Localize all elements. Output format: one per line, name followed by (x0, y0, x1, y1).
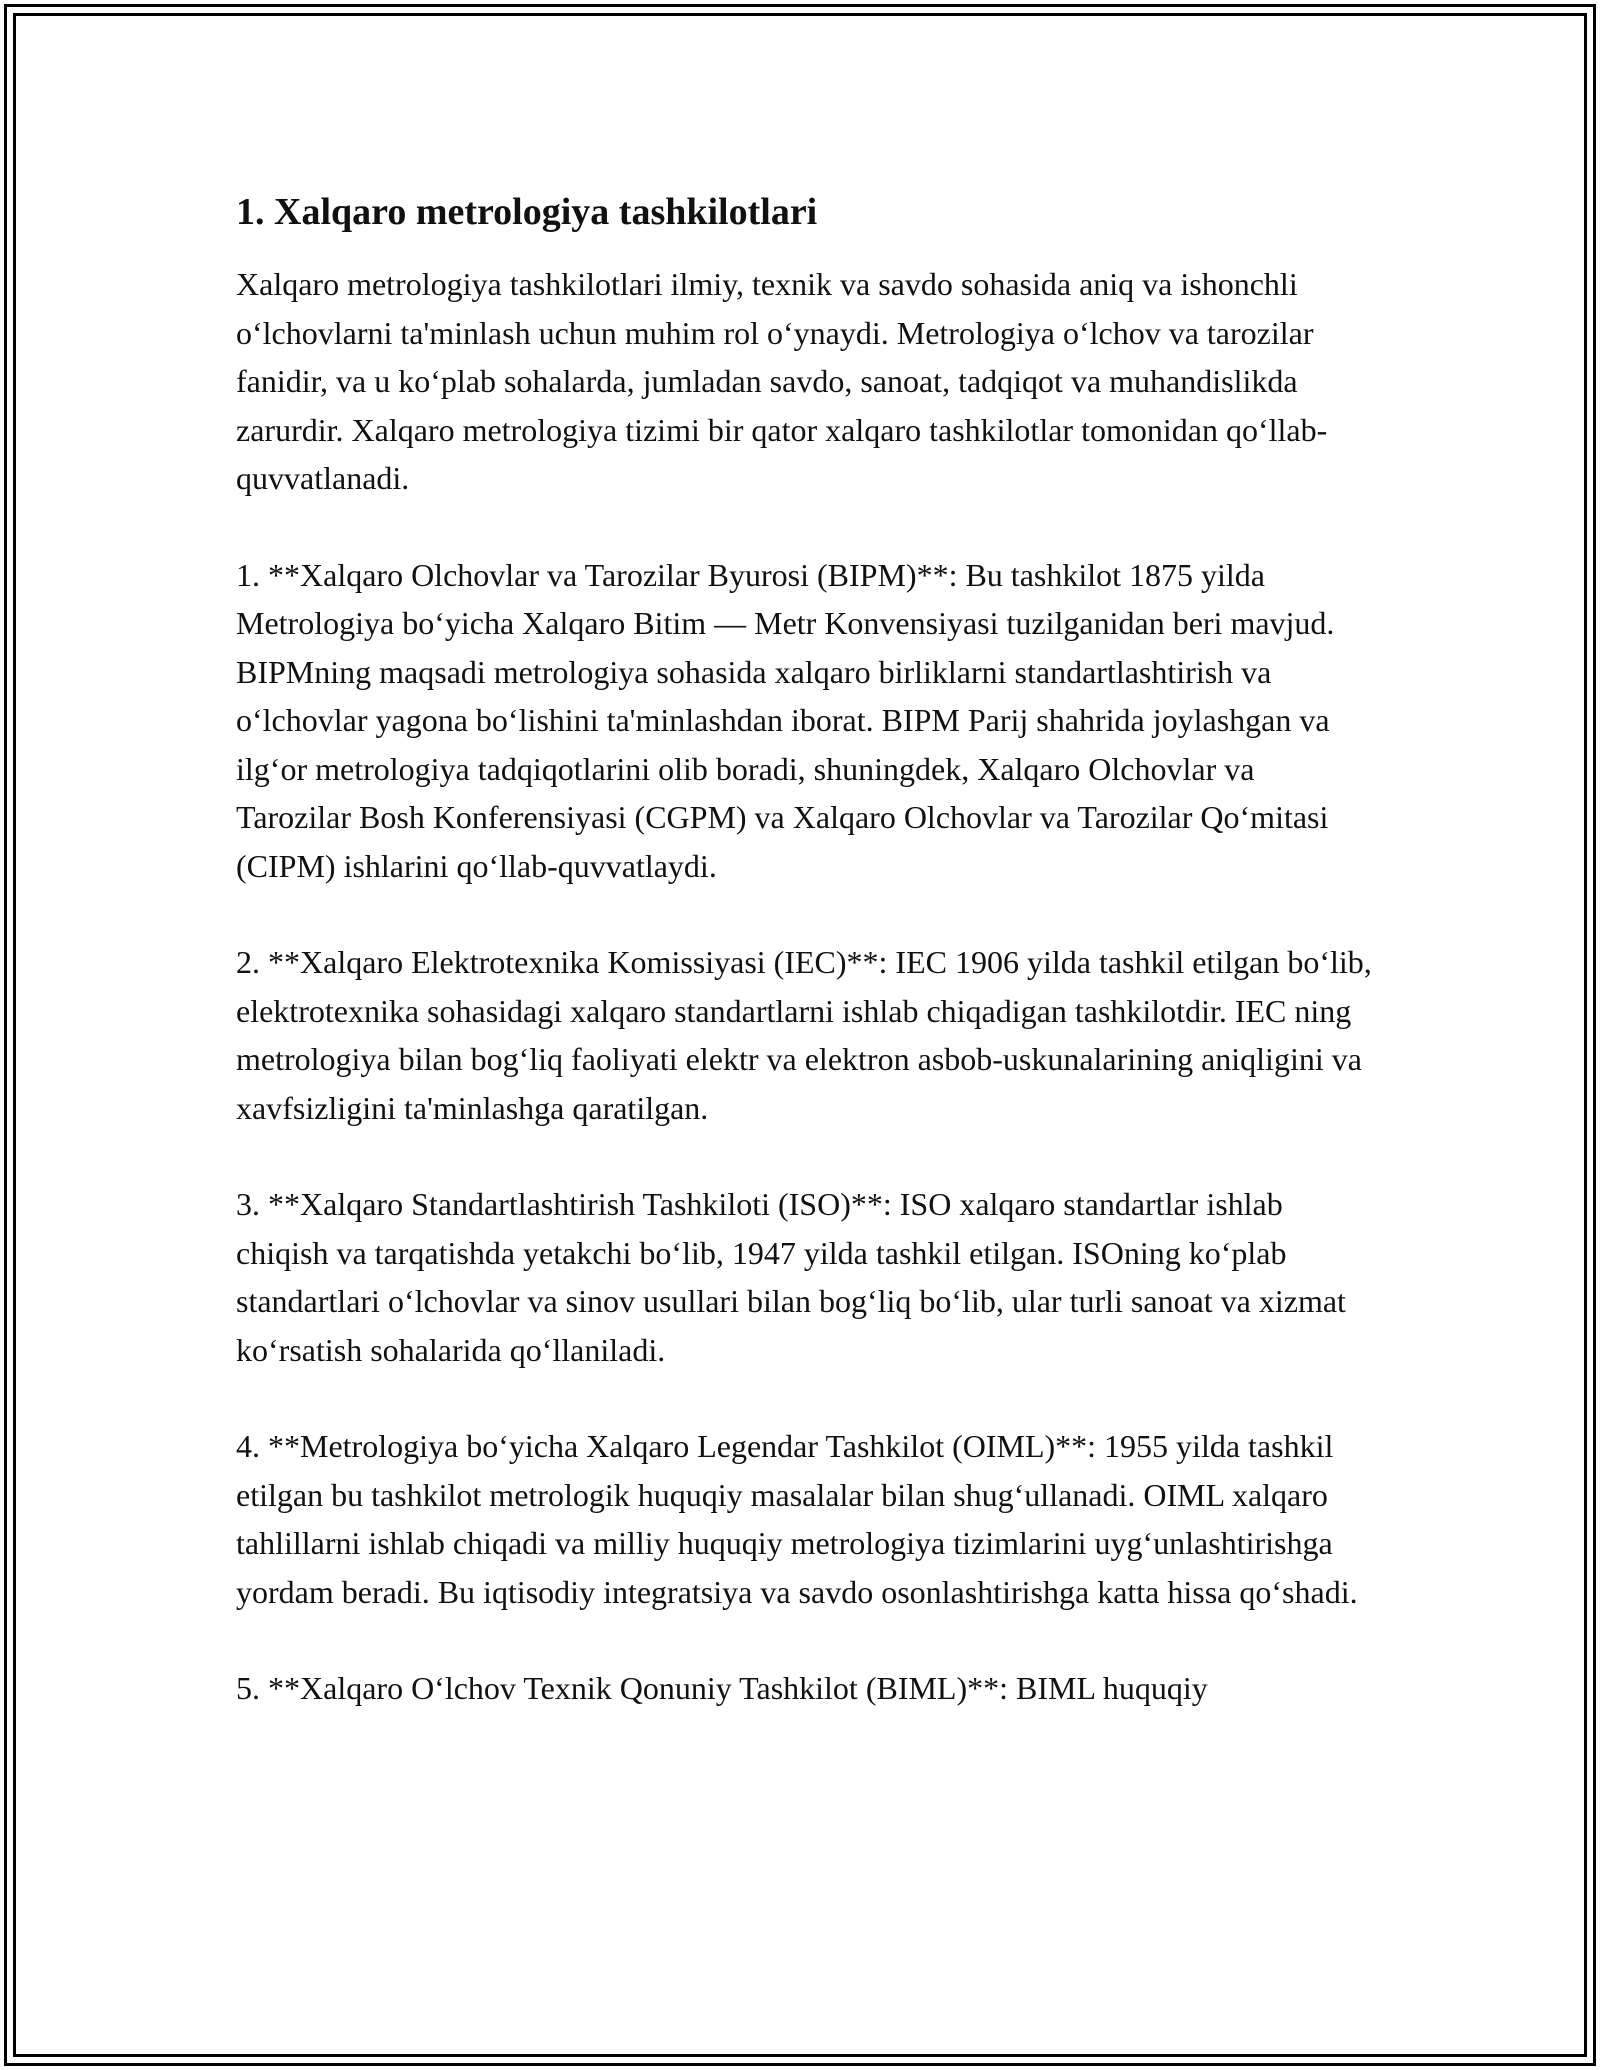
paragraph-iso: 3. **Xalqaro Standartlashtirish Tashkiloti (ISO)**: ISO xalqaro standartlar ishlab chiqish va tarqatishda yetakchi bo‘lib, 1947 yilda tashkil etilgan. ISOning ko‘plab standartlari o‘lchovlar va sinov usullari bilan bog‘liq bo‘lib, ular turli sanoat va xizmat ko‘rsatish sohalarida qo‘llaniladi. (236, 1186, 1346, 1368)
page-title: 1. Xalqaro metrologiya tashkilotlari (236, 191, 818, 233)
paragraph-oiml: 4. **Metrologiya bo‘yicha Xalqaro Legendar Tashkilot (OIML)**: 1955 yilda tashkil etilgan bu tashkilot metrologik huquqiy masalalar bilan shug‘ullanadi. OIML xalqaro tahlillarni ishlab chiqadi va milliy huquqiy metrologiya tizimlarini uyg‘unlashtirishga yordam beradi. Bu iqtisodiy integratsiya va savdo osonlashtirishga katta hissa qo‘shadi. (236, 1428, 1358, 1610)
document-body (236, 186, 1376, 1713)
paragraph-biml: 5. **Xalqaro O‘lchov Texnik Qonuniy Tashkilot (BIML)**: BIML huquqiy (236, 1670, 1208, 1706)
paragraph-bipm: 1. **Xalqaro Olchovlar va Tarozilar Byurosi (BIPM)**: Bu tashkilot 1875 yilda Metrologiya bo‘yicha Xalqaro Bitim — Metr Konvensiyasi tuzilganidan beri mavjud. BIPMning maqsadi metrologiya sohasida xalqaro birliklarni standartlashtirish va o‘lchovlar yagona bo‘lishini ta'minlashdan iborat. BIPM Parij shahrida joylashgan va ilg‘or metrologiya tadqiqotlarini olib boradi, shuningdek, Xalqaro Olchovlar va Tarozilar Bosh Konferensiyasi (CGPM) va Xalqaro Olchovlar va Tarozilar Qo‘mitasi (CIPM) ishlarini qo‘llab-quvvatlaydi. (236, 556, 1335, 884)
intro-paragraph: Xalqaro metrologiya tashkilotlari ilmiy, texnik va savdo sohasida aniq va ishonchli o‘lchovlarni ta'minlash uchun muhim rol o‘ynaydi. Metrologiya o‘lchov va tarozilar fanidir, va u ko‘plab sohalarda, jumladan savdo, sanoat, tadqiqot va muhandislikda zarurdir. Xalqaro metrologiya tizimi bir qator xalqaro tashkilotlar tomonidan qo‘llab-quvvatlanadi. (236, 266, 1328, 496)
paragraph-iec: 2. **Xalqaro Elektrotexnika Komissiyasi (IEC)**: IEC 1906 yilda tashkil etilgan bo‘lib, elektrotexnika sohasidagi xalqaro standartlarni ishlab chiqadigan tashkilotdir. IEC ning metrologiya bilan bog‘liq faoliyati elektr va elektron asbob-uskunalarining aniqligini va xavfsizligini ta'minlashga qaratilgan. (236, 944, 1372, 1126)
